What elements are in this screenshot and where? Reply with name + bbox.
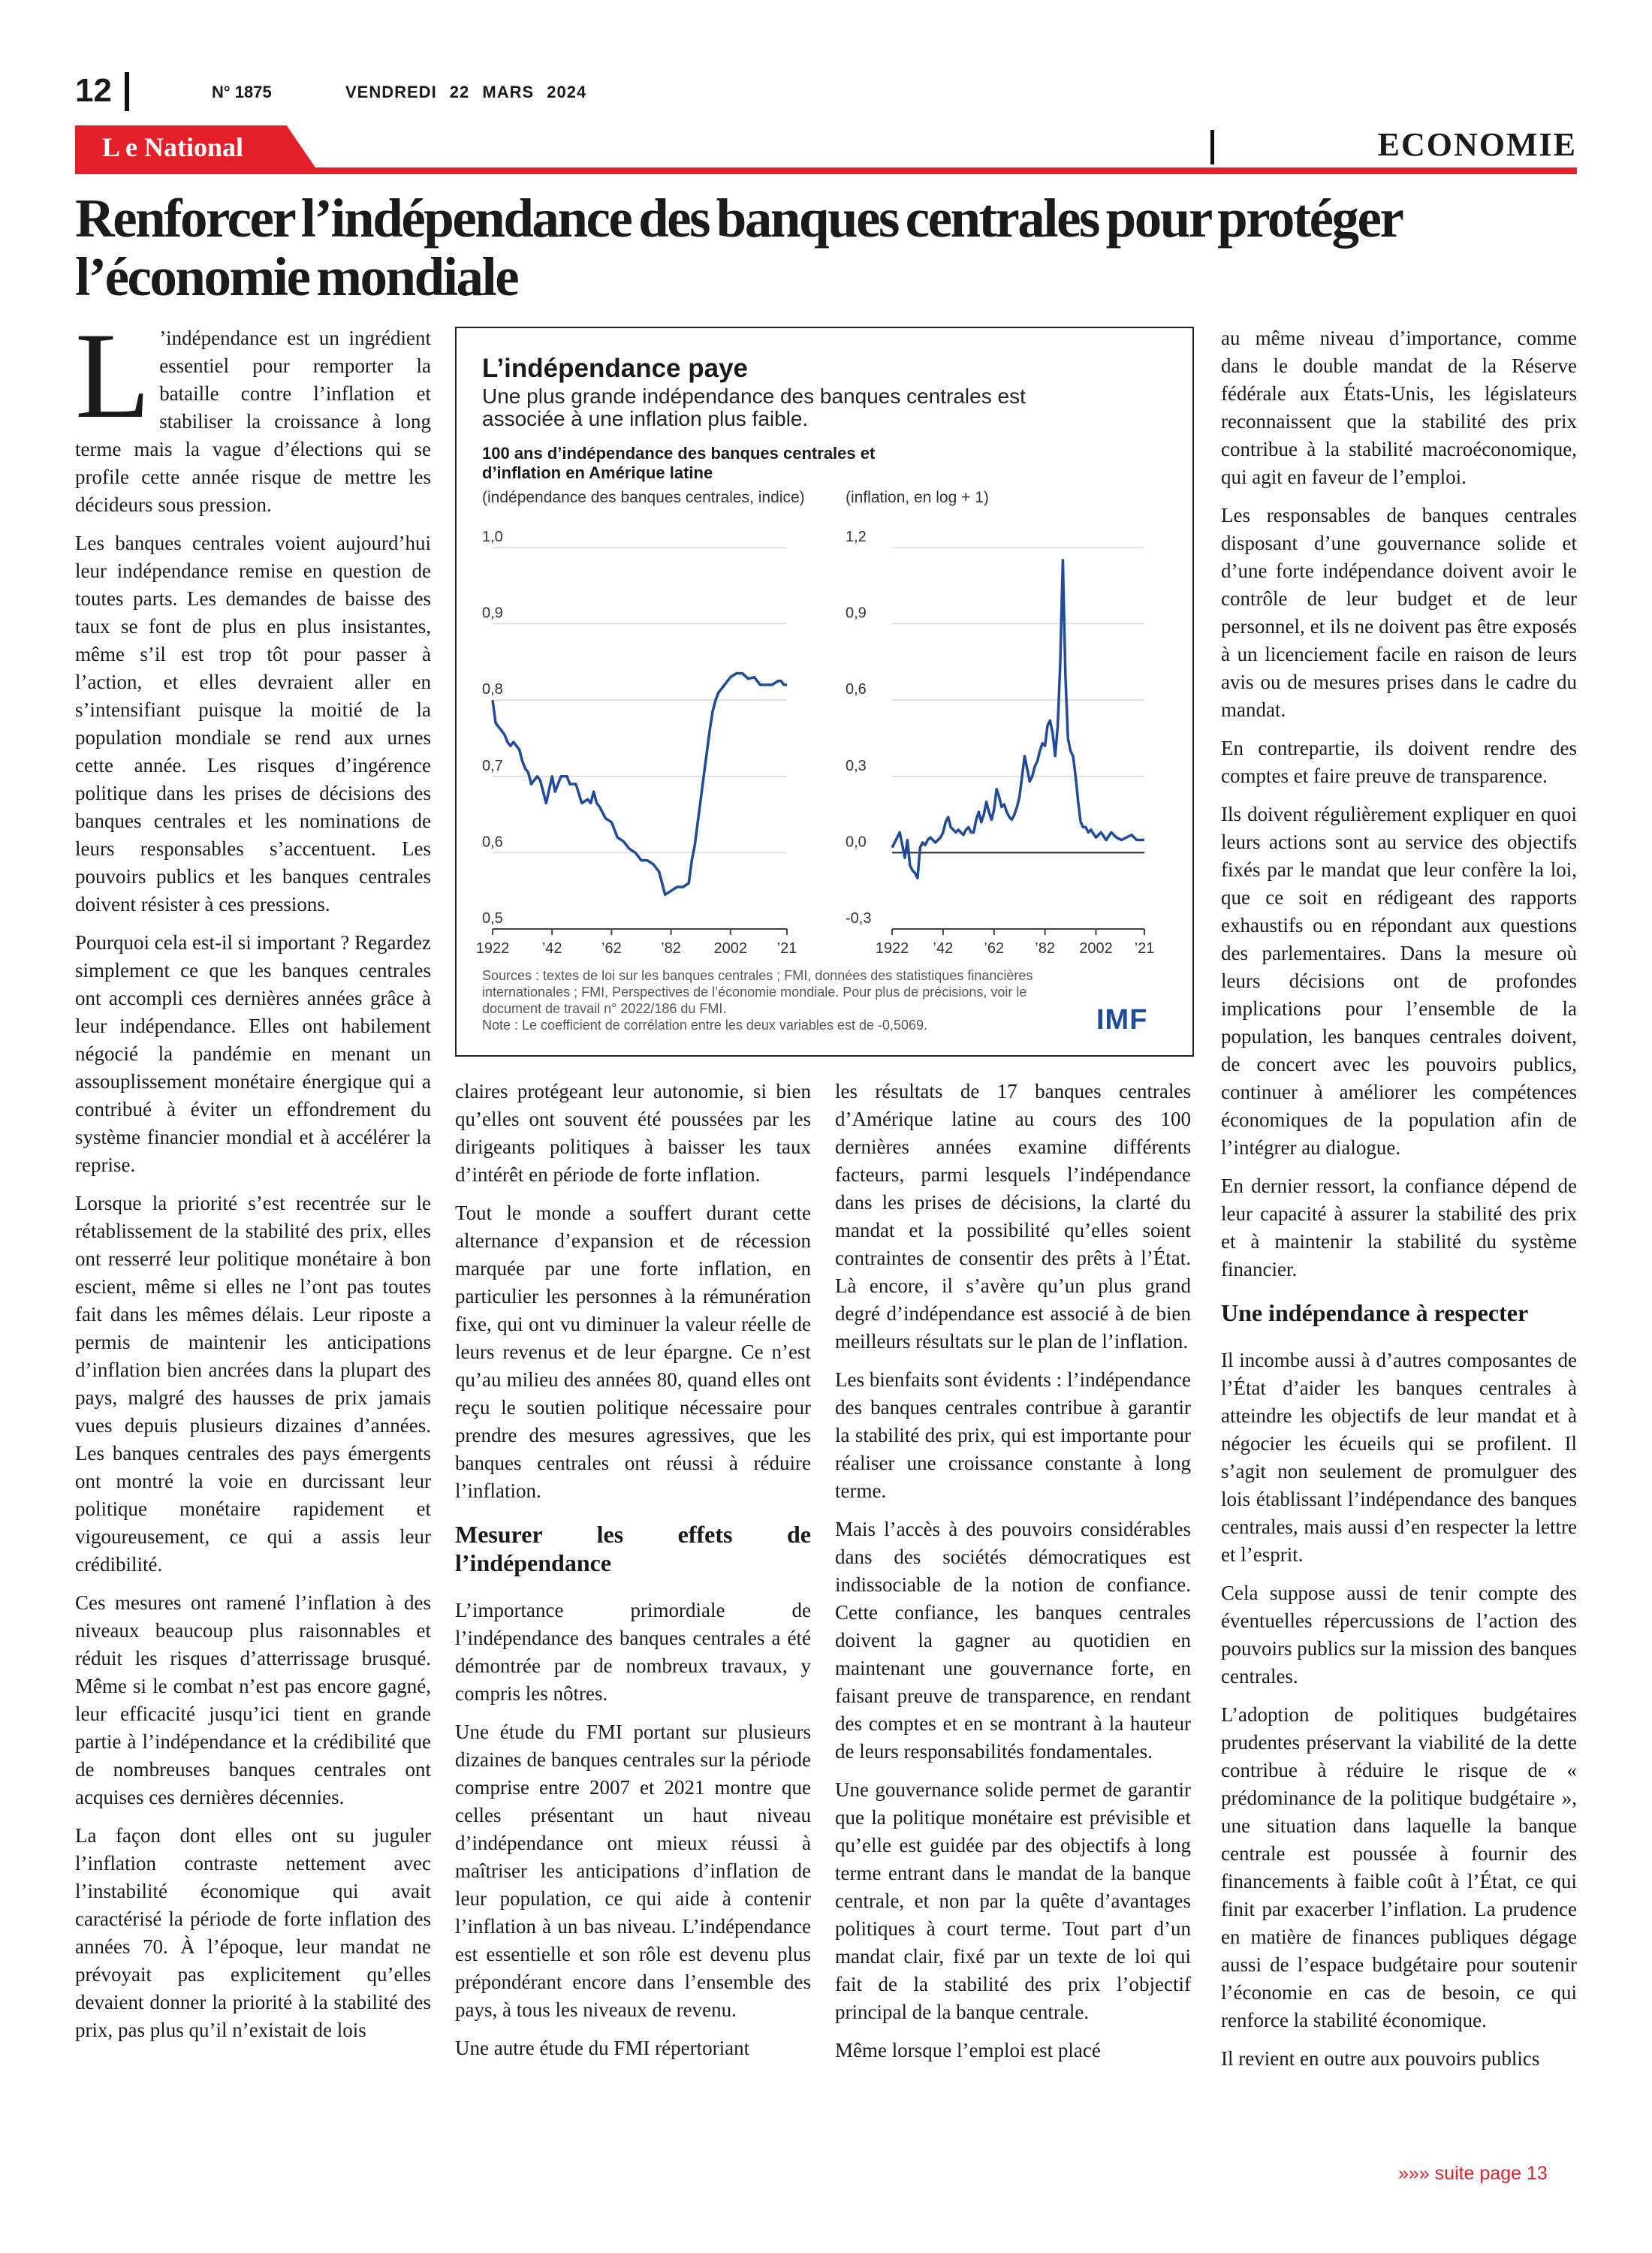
x-tick-label: ’21	[1134, 940, 1155, 957]
y-tick-label: 0,9	[846, 605, 867, 622]
x-tick-label: ’82	[661, 940, 681, 957]
paragraph: Ils doivent régulièrement expliquer en quoi leurs actions sont au service des objectifs fixés par le mandat que leur confère la loi, que ce soit en rédigeant des rapports exhaustifs ou en répondant aux questions des parlementaires. Dans la mesure où leurs décisions ont de profondes implications pour l’ensemble de la population, les banques centrales doivent, de concert avec les pouvoirs publics, continuer à améliorer les compétences économiques de la population afin de l’intégrer au dialogue.	[1221, 803, 1577, 1159]
article-column-1	[75, 308, 431, 2055]
paragraph: L’importance primordiale de l’indépendance des banques centrales a été démontrée par de nombreux travaux, y compris les nôtres.	[455, 1599, 811, 1705]
paragraph: Une étude du FMI portant sur plusieurs dizaines de banques centrales sur la période comprise entre 2007 et 2021 montre que celles présentant un haut niveau d’indépendance ont mieux réussi à maîtriser les anticipations d’inflation de leur population, ce qui aide à contenir l’inflation à un bas niveau. L’indépendance est essentielle et son rôle est devenu plus prépondérant encore dans l’ensemble des pays, à tous les niveaux de revenu.	[455, 1721, 811, 2021]
paragraph: En dernier ressort, la confiance dépend de leur capacité à assurer la stabilité des prix et à maintenir la stabilité du système financier.	[1221, 1175, 1577, 1280]
chart-sources: Sources : textes de loi sur les banques centrales ; FMI, données des statistiques financières internationales ; FMI, Perspectives de l’économie mondiale. Pour plus de précisions, voir le document de travail n° 2022/186 du FMI.	[482, 968, 1033, 1016]
paragraph: claires protégeant leur autonomie, si bien qu’elles ont souvent été poussées par les dirigeants politiques à baisser les taux d’intérêt en période de forte inflation.	[455, 1080, 811, 1186]
y-tick-label: 0,7	[482, 757, 503, 774]
x-tick-label: ’62	[601, 940, 622, 957]
x-tick-label: 2002	[1079, 940, 1113, 957]
section-divider	[1210, 130, 1214, 164]
chart-subtitle: Une plus grande indépendance des banques centrales est associée à une inflation plus faible.	[482, 385, 1026, 430]
y-tick-label: -0,3	[846, 910, 872, 927]
paragraph: Une autre étude du FMI répertoriant	[455, 2037, 750, 2059]
page-number-divider	[125, 72, 129, 111]
paragraph: En contrepartie, ils doivent rendre des comptes et faire preuve de transparence.	[1221, 737, 1577, 787]
paragraph: Les responsables de banques centrales disposant d’une gouvernance solide et d’une forte indépendance doivent avoir le contrôle de leur budget et de leur personnel, et ils ne doivent pas être exposés à un licenciement facile en raison de leurs avis ou de mesures prises dans le cadre du mandat.	[1221, 504, 1577, 721]
paragraph: Une gouvernance solide permet de garantir que la politique monétaire est prévisible et qu’elle est guidée par des objectifs à long terme entrant dans le mandat de la banque centrale, et non par la quête d’avantages politiques à court terme. Tout part d’un mandat clair, fixé par un texte de loi qui fait de la stabilité des prix l’objectif principal de la banque centrale.	[835, 1778, 1191, 2023]
paragraph: Les banques centrales voient aujourd’hui leur indépendance remise en question de toutes parts. Les demandes de baisse des taux se font de plus en plus insistantes, même s’il est trop tôt pour passer à l’action, et elles devraient aller en s’intensifiant puisque la moitié de la population mondiale se rend aux urnes cette année. Les risques d’ingérence politique dans les prises de décisions des banques centrales et les nominations de leurs responsables s’accentuent. Les pouvoirs publics et les banques centrales doivent résister à ces pressions.	[75, 532, 431, 915]
paragraph: Il revient en outre aux pouvoirs publics	[1221, 2047, 1540, 2070]
article-headline: Renforcer l’indépendance des banques centrales pour protéger l’économie mondiale	[75, 188, 1402, 307]
y-tick-label: 0,5	[482, 910, 503, 927]
continued-link[interactable]: »»» suite page 13	[1398, 2163, 1548, 2184]
paragraph: Tout le monde a souffert durant cette alternance d’expansion et de récession marquée par une forte inflation, en particulier les personnes à la rémunération fixe, qui ont vu diminuer la valeur réelle de leurs revenus et de leur épargne. Ce n’est qu’au milieu des années 80, quand elles ont reçu le soutien politique nécessaire pour prendre des mesures agressives, que les banques centrales ont réussi à réduire l’inflation.	[455, 1202, 811, 1502]
imf-logo: IMF	[1096, 1004, 1148, 1036]
paragraph: Lorsque la priorité s’est recentrée sur le rétablissement de la stabilité des prix, elles ont resserré leur politique monétaire à bon escient, même si elles ne l’ont pas toutes fait dans les mêmes délais. Leur riposte a permis de maintenir les anticipations d’inflation bien ancrées dans la plupart des pays, malgré des hausses de prix jamais vues depuis plusieurs dizaines d’années. Les banques centrales des pays émergents ont montré la voie en durcissant leur politique monétaire rapidement et vigoureusement, ce qui a assis leur crédibilité.	[75, 1192, 431, 1576]
x-tick-label: 1922	[475, 940, 510, 957]
paragraph: La façon dont elles ont su juguler l’inflation contraste nettement avec l’instabilité économique qui avait caractérisé la période de forte inflation des années 70. À l’époque, leur mandat ne prévoyait pas explicitement qu’elles devaient donner la priorité à la stabilité des prix, pas plus qu’il n’existait de lois	[75, 1824, 431, 2041]
paragraph: Il incombe aussi à d’autres composantes de l’État d’aider les banques centrales à atteindre les objectifs de leur mandat et à négocier les écueils qui se profilent. Il s’agit non seulement de promulguer des lois établissant l’indépendance des banques centrales, mais aussi d’en respecter la lettre et l’esprit.	[1221, 1349, 1577, 1566]
paragraph: au même niveau d’importance, comme dans le double mandat de la Réserve fédérale aux États-Unis, les législateurs reconnaissent que la stabilité des prix contribue à la stabilité macroéconomique, qui agit en faveur de l’emploi.	[1221, 327, 1577, 488]
chart-footnote	[482, 967, 1038, 1033]
x-tick-label: 1922	[875, 940, 909, 957]
brand-bar	[75, 125, 1577, 175]
brand-rule	[75, 167, 1577, 174]
x-tick-label: ’42	[933, 940, 954, 957]
paragraph: Ces mesures ont ramené l’inflation à des niveaux beaucoup plus raisonnables et réduit les risques d’atterrissage brusqué. Même si le combat n’est pas encore gagné, leur efficacité jusqu’ici tient en grande partie à l’indépendance et la crédibilité que de nombreuses banques centrales ont acquises ces dernières décennies.	[75, 1591, 431, 1808]
y-tick-label: 0,6	[846, 681, 867, 698]
section-subhead: Mesurer les effets de l’indépendance	[455, 1521, 811, 1576]
x-tick-label: ’62	[984, 940, 1005, 957]
paragraph: Cela suppose aussi de tenir compte des éventuelles répercussions de l’action des pouvoirs publics sur la mission des banques centrales.	[1221, 1582, 1577, 1687]
masthead	[75, 72, 1577, 110]
article-column-4	[1221, 324, 1577, 2083]
article-column-3	[835, 1078, 1191, 2075]
section-name: ECONOMIE	[1377, 126, 1577, 163]
independence-line	[493, 674, 787, 895]
paragraph: Même lorsque l’emploi est placé	[835, 2039, 1101, 2061]
section-subhead: Une indépendance à respecter	[1221, 1299, 1529, 1326]
paragraph: les résultats de 17 banques centrales d’Amérique latine au cours des 100 dernières années examine différents facteurs, parmi lesquels l’indépendance dans les prises de décisions, la clarté du mandat et la possibilité qu’elles soient contraintes de consentir des prêts à l’État. Là encore, il s’avère qu’un plus grand degré d’indépendance est associé à de bien meilleurs résultats sur le plan de l’inflation.	[835, 1080, 1191, 1353]
chart-panel-title: 100 ans d’indépendance des banques centrales et d’inflation en Amérique latine	[482, 444, 876, 482]
issue-number: N° 1875	[212, 83, 272, 101]
chart-plots	[457, 328, 1195, 1058]
y-tick-label: 1,0	[482, 529, 503, 545]
y-tick-label: 0,6	[482, 834, 503, 851]
paragraph: Mais l’accès à des pouvoirs considérables dans des sociétés démocratiques est indissociable de la notion de confiance. Cette confiance, les banques centrales doivent la gagner au quotidien en maintenant une gouvernance forte, en faisant preuve de transparence, en rendant des comptes et en se montrant à la hauteur de leurs responsabilités fondamentales.	[835, 1518, 1191, 1763]
y-tick-label: 0,3	[846, 757, 867, 774]
chart-note: Note : Le coefficient de corrélation entre les deux variables est de -0,5069.	[482, 1018, 928, 1033]
article-column-2	[455, 1078, 811, 2073]
x-tick-label: ’42	[541, 940, 562, 957]
brand-name: L e National	[102, 132, 244, 162]
y-tick-label: 0,9	[482, 605, 503, 622]
chart-box	[455, 327, 1194, 1057]
drop-cap: L	[75, 308, 151, 444]
issue-date: VENDREDI 22 MARS 2024	[345, 83, 587, 101]
page-number: 12	[75, 72, 112, 109]
y-tick-label: 0,0	[846, 834, 867, 851]
y-tick-label: 0,8	[482, 681, 503, 698]
x-tick-label: ’21	[776, 940, 797, 957]
y-axis-label: (indépendance des banques centrales, indice)	[482, 489, 805, 506]
x-tick-label: 2002	[713, 940, 748, 957]
y-tick-label: 1,2	[846, 529, 867, 545]
y-axis-label: (inflation, en log + 1)	[846, 489, 989, 506]
x-tick-label: ’82	[1035, 940, 1055, 957]
paragraph: L ’indépendance est un ingrédient essentiel pour remporter la bataille contre l’inflation et stabiliser la croissance à long terme mais la vague d’élections qui se profile cette année risque de mettre les décideurs sous pression.	[75, 308, 431, 516]
inflation-line	[892, 560, 1144, 878]
paragraph: Les bienfaits sont évidents : l’indépendance des banques centrales contribue à garantir la stabilité des prix, qui est importante pour réaliser une croissance constante à long terme.	[835, 1368, 1191, 1502]
paragraph: L’adoption de politiques budgétaires prudentes préservant la viabilité de la dette contribue à réduire le risque de « prédominance de la politique budgétaire », une situation dans laquelle la banque centrale est poussée à fournir des financements à faible coût à l’État, ce qui finit par exacerber l’inflation. La prudence en matière de finances publiques dégage aussi de l’espace budgétaire pour soutenir l’économie en cas de besoin, ce qui renforce la stabilité économique.	[1221, 1703, 1577, 2031]
chart-title: L’indépendance paye	[482, 354, 748, 383]
paragraph: Pourquoi cela est-il si important ? Regardez simplement ce que les banques centrales ont accompli ces dernières années grâce à leur indépendance. Elles ont habilement négocié la pandémie en menant un assouplissement monétaire énergique qui a contribué à éviter un effondrement du système financier mondial et à accélérer la reprise.	[75, 931, 431, 1176]
